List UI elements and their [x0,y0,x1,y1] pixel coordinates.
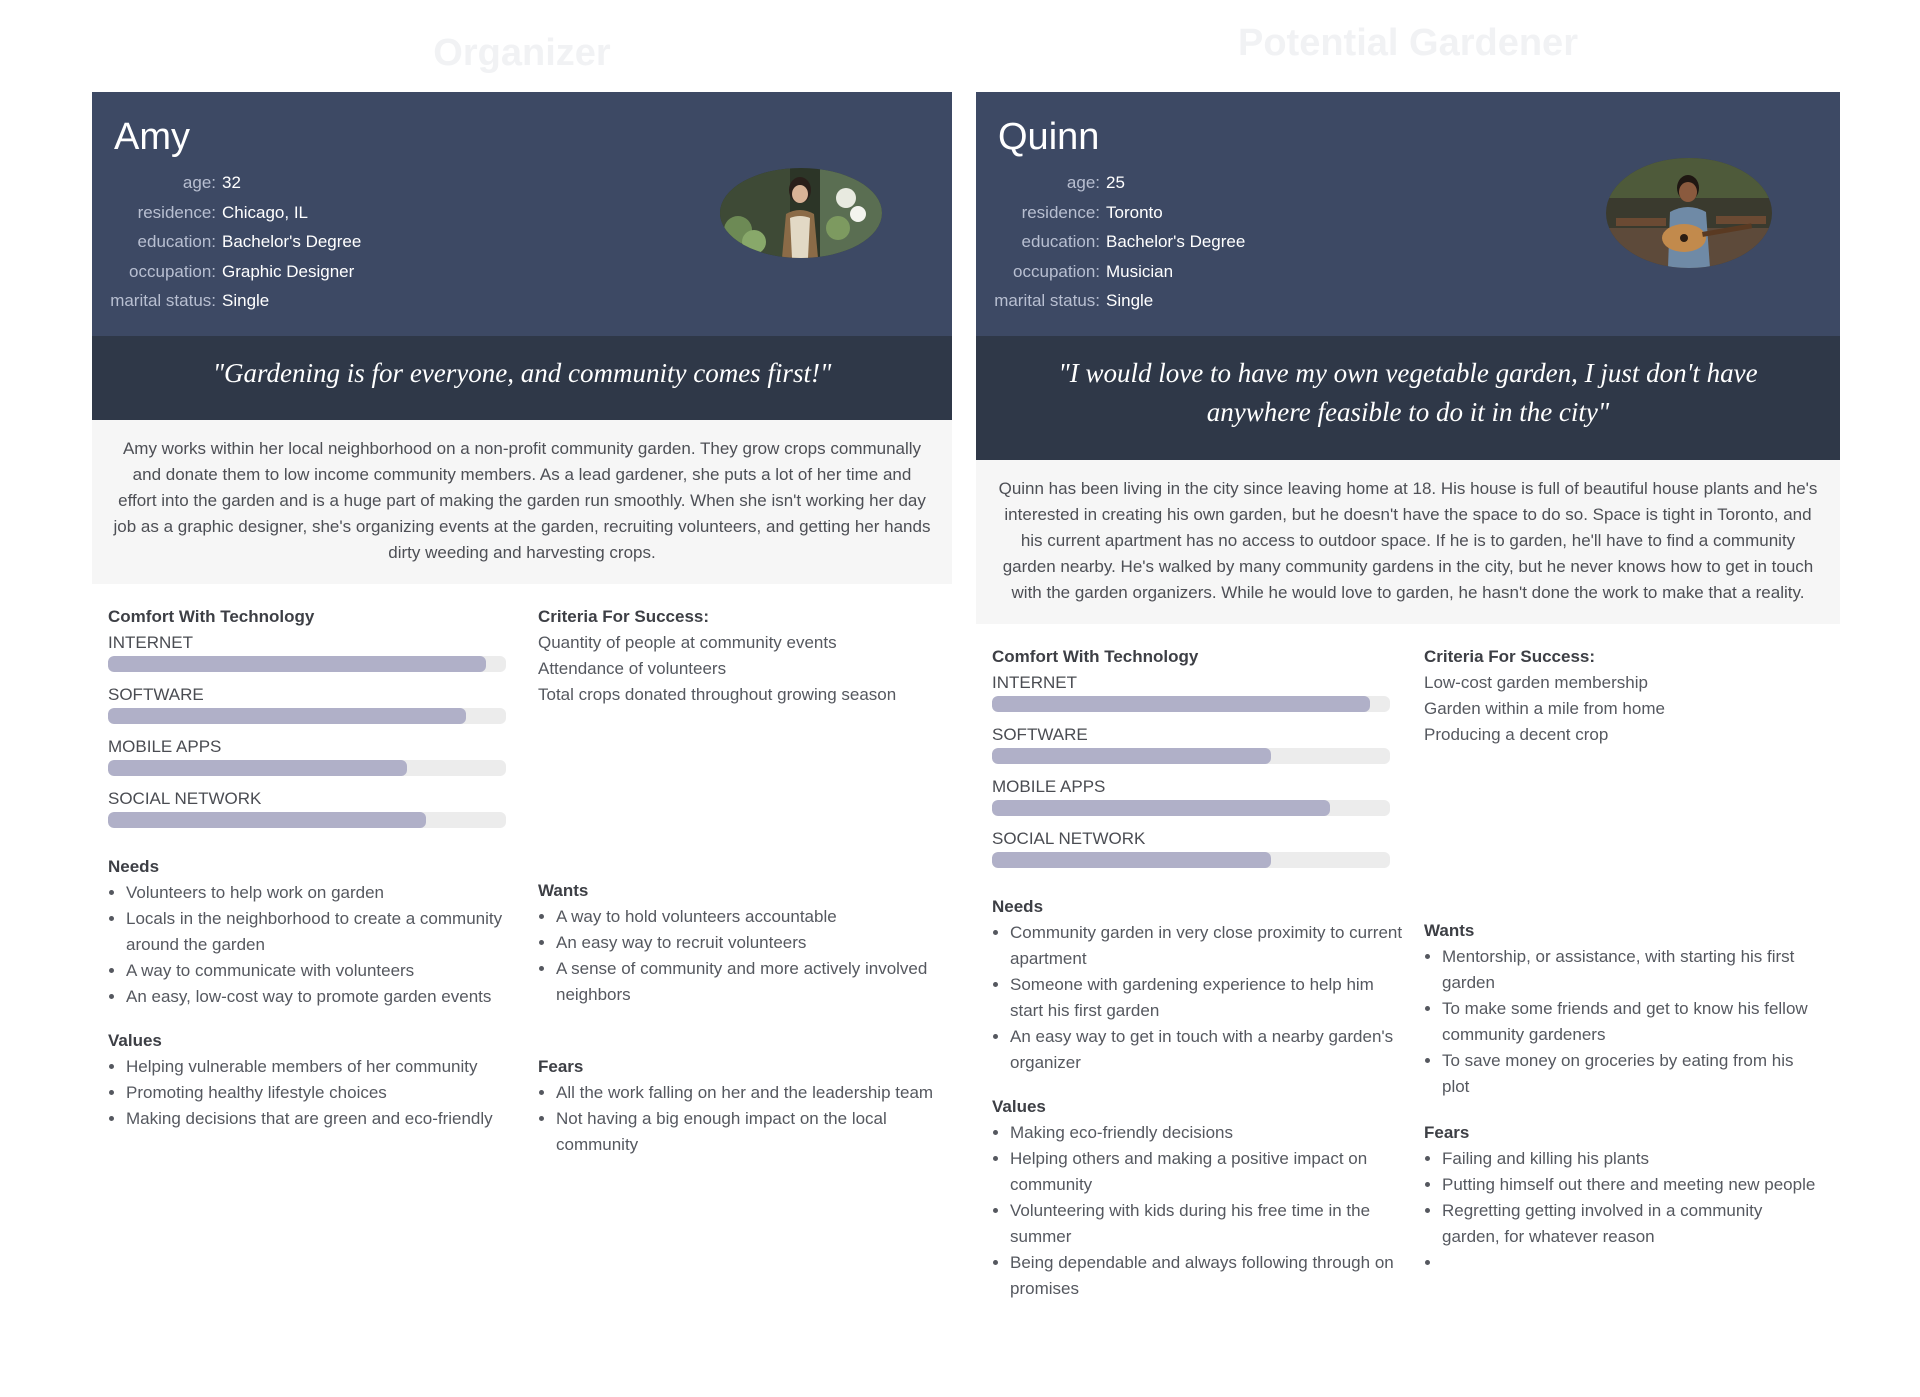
section-title: Values [108,1031,162,1050]
attr-label: education: [1021,232,1100,251]
criteria-item: Low-cost garden membership [1424,673,1648,692]
tech-bar-internet [108,656,506,672]
list-item: • Volunteering with kids during his free time in the summer [1010,1198,1408,1250]
attr-label: age: [182,173,216,192]
list-item: • Promoting healthy lifestyle choices [126,1080,522,1106]
comfort-with-technology [108,604,522,828]
list-item: • A sense of community and more actively involved neighbors [556,956,936,1008]
persona-details [92,584,952,1176]
tech-label: INTERNET [108,633,193,652]
bar-fill [108,656,486,672]
persona-bio: Quinn has been living in the city since leaving home at 18. His house is full of beautiful house plants and he's interested in creating his own garden, but he doesn't have the space to do so. Space is tight in Toronto, and his current apartment has no access to outdoor space. If he is to garden, he'll have to find a community garden nearby. He's walked by many community gardens in the city, but he never knows how to get in touch with the garden organizers. While he would love to garden, he hasn't done the work to make that a reality. [976,460,1840,624]
attr-value: Single [1106,291,1154,310]
attr-label: occupation: [1013,261,1100,281]
tech-bar-social-network [108,812,506,828]
persona-name: Quinn [998,116,1100,158]
attr-occupation [976,257,1396,287]
tech-label: SOFTWARE [108,685,204,704]
persona-photo [720,168,882,258]
attr-education [92,227,512,257]
list-item: • An easy way to recruit volunteers [556,930,936,956]
criteria-item: Garden within a mile from home [1424,699,1665,718]
bar-fill [992,696,1370,712]
attr-residence [976,198,1396,228]
list-item: • Volunteers to help work on garden [126,880,522,906]
attr-label: marital status: [110,291,216,310]
bar-fill [992,852,1271,868]
bar-fill [108,812,426,828]
needs-list [108,880,522,1010]
needs-section [992,894,1408,1076]
attr-label: occupation: [129,261,216,281]
section-title: Criteria For Success: [1424,647,1596,666]
tech-label: MOBILE APPS [992,777,1106,796]
section-title: Needs [108,857,160,876]
attr-label: marital status: [994,291,1100,310]
tech-label: SOCIAL NETWORK [108,789,262,808]
tech-bar-software [108,708,506,724]
list-item: • All the work falling on her and the leadership team [556,1080,936,1106]
list-item: • An easy way to get in touch with a nearby garden's organizer [1010,1024,1408,1076]
attr-label: residence: [137,202,216,222]
list-item: • Putting himself out there and meeting new people [1442,1172,1824,1198]
attr-age [92,168,512,198]
attr-age [976,168,1396,198]
persona-photo [1606,158,1772,268]
wants-list [1424,944,1824,1100]
fears-list [1424,1146,1824,1276]
tech-label: SOCIAL NETWORK [992,829,1146,848]
attr-value: 25 [1106,173,1125,192]
list-item: • A way to communicate with volunteers [126,958,522,984]
fears-list [538,1080,936,1158]
values-section [108,1028,522,1132]
attr-marital-status [976,286,1396,316]
tech-bar-mobile-apps [108,760,506,776]
list-item: • Making decisions that are green and eco-friendly [126,1106,522,1132]
values-section [992,1094,1408,1302]
needs-section [108,854,522,1010]
attr-value: Bachelor's Degree [222,232,362,251]
section-title: Comfort With Technology [108,607,315,626]
list-item: • Being dependable and always following through on promises [1010,1250,1408,1302]
persona-card-organizer [92,32,952,1176]
bar-fill [992,748,1271,764]
wants-list [538,904,936,1008]
photo-gardener-with-flowers [720,168,882,258]
attr-occupation [92,257,512,287]
persona-bio: Amy works within her local neighborhood on a non-profit community garden. They grow crops communally and donate them to low income community members. As a lead gardener, she puts a lot of her time and effort into the garden and is a huge part of making the garden run smoothly. When she isn't working her day job as a graphic designer, she's organizing events at the garden, recruiting volunteers, and getting her hands dirty weeding and harvesting crops. [92,420,952,584]
list-item: • A way to hold volunteers accountable [556,904,936,930]
section-title: Fears [1424,1123,1470,1142]
tech-bar-mobile-apps [992,800,1390,816]
tech-label: INTERNET [992,673,1077,692]
attr-label: education: [137,232,216,251]
attr-marital-status [92,286,512,316]
persona-details [976,624,1840,1320]
attr-education [976,227,1396,257]
attr-label: residence: [1021,202,1100,222]
tech-bar-internet [992,696,1390,712]
section-title: Criteria For Success: [538,607,710,626]
list-item: • Mentorship, or assistance, with starting his first garden [1442,944,1824,996]
persona-header [92,92,952,336]
attr-value: Single [222,291,270,310]
attr-value: Musician [1106,261,1174,281]
list-item: • Community garden in very close proximity to current apartment [1010,920,1408,972]
fears-section [1424,1120,1824,1276]
wants-section [1424,918,1824,1102]
section-title: Wants [538,881,589,900]
persona-quote: "I would love to have my own vegetable garden, I just don't have anywhere feasible to do it in the city" [976,336,1840,460]
bar-fill [992,800,1330,816]
role-title: Organizer [433,32,611,74]
section-title: Values [992,1097,1046,1116]
persona-name: Amy [114,116,190,158]
list-item: • Not having a big enough impact on the local community [556,1106,936,1158]
list-item: • Someone with gardening experience to help him start his first garden [1010,972,1408,1024]
attr-value: Bachelor's Degree [1106,232,1246,251]
attr-value: Toronto [1106,202,1163,222]
list-item: • An easy, low-cost way to promote garden events [126,984,522,1010]
list-item: • Making eco-friendly decisions [1010,1120,1408,1146]
attr-value: 32 [222,173,241,192]
wants-section [538,878,936,1036]
tech-label: SOFTWARE [992,725,1088,744]
list-item: • Failing and killing his plants [1442,1146,1824,1172]
criteria-item: Producing a decent crop [1424,725,1609,744]
photo-musician-with-guitar [1606,158,1772,268]
tech-bar-social-network [992,852,1390,868]
list-item: • To make some friends and get to know his fellow community gardeners [1442,996,1824,1048]
bar-fill [108,708,466,724]
attr-value: Graphic Designer [222,261,355,281]
bar-fill [108,760,407,776]
attr-value: Chicago, IL [222,202,308,222]
list-item: • Locals in the neighborhood to create a community around the garden [126,906,522,958]
attr-label: age: [1066,173,1100,192]
persona-card-potential-gardener [976,22,1840,1320]
section-title: Wants [1424,921,1475,940]
persona-header [976,92,1840,336]
criteria-section [1424,644,1824,892]
tech-bar-software [992,748,1390,764]
criteria-item: Quantity of people at community events [538,633,837,652]
section-title: Fears [538,1057,584,1076]
list-item: • Regretting getting involved in a community garden, for whatever reason [1442,1198,1824,1250]
persona-quote: "Gardening is for everyone, and community comes first!" [92,336,952,420]
persona-attributes [92,168,512,316]
tech-label: MOBILE APPS [108,737,222,756]
values-list [108,1054,522,1132]
values-list [992,1120,1408,1302]
list-item: • Helping others and making a positive impact on community [1010,1146,1408,1198]
criteria-item: Total crops donated throughout growing season [538,685,897,704]
persona-attributes [976,168,1396,316]
criteria-section [538,604,936,852]
section-title: Needs [992,897,1044,916]
comfort-with-technology [992,644,1408,868]
list-item: • Helping vulnerable members of her community [126,1054,522,1080]
fears-section [538,1054,936,1158]
needs-list [992,920,1408,1076]
list-item [1442,1250,1824,1276]
criteria-item: Attendance of volunteers [538,659,727,678]
section-title: Comfort With Technology [992,647,1199,666]
list-item: • To save money on groceries by eating from his plot [1442,1048,1824,1100]
attr-residence [92,198,512,228]
role-title: Potential Gardener [1238,22,1578,64]
